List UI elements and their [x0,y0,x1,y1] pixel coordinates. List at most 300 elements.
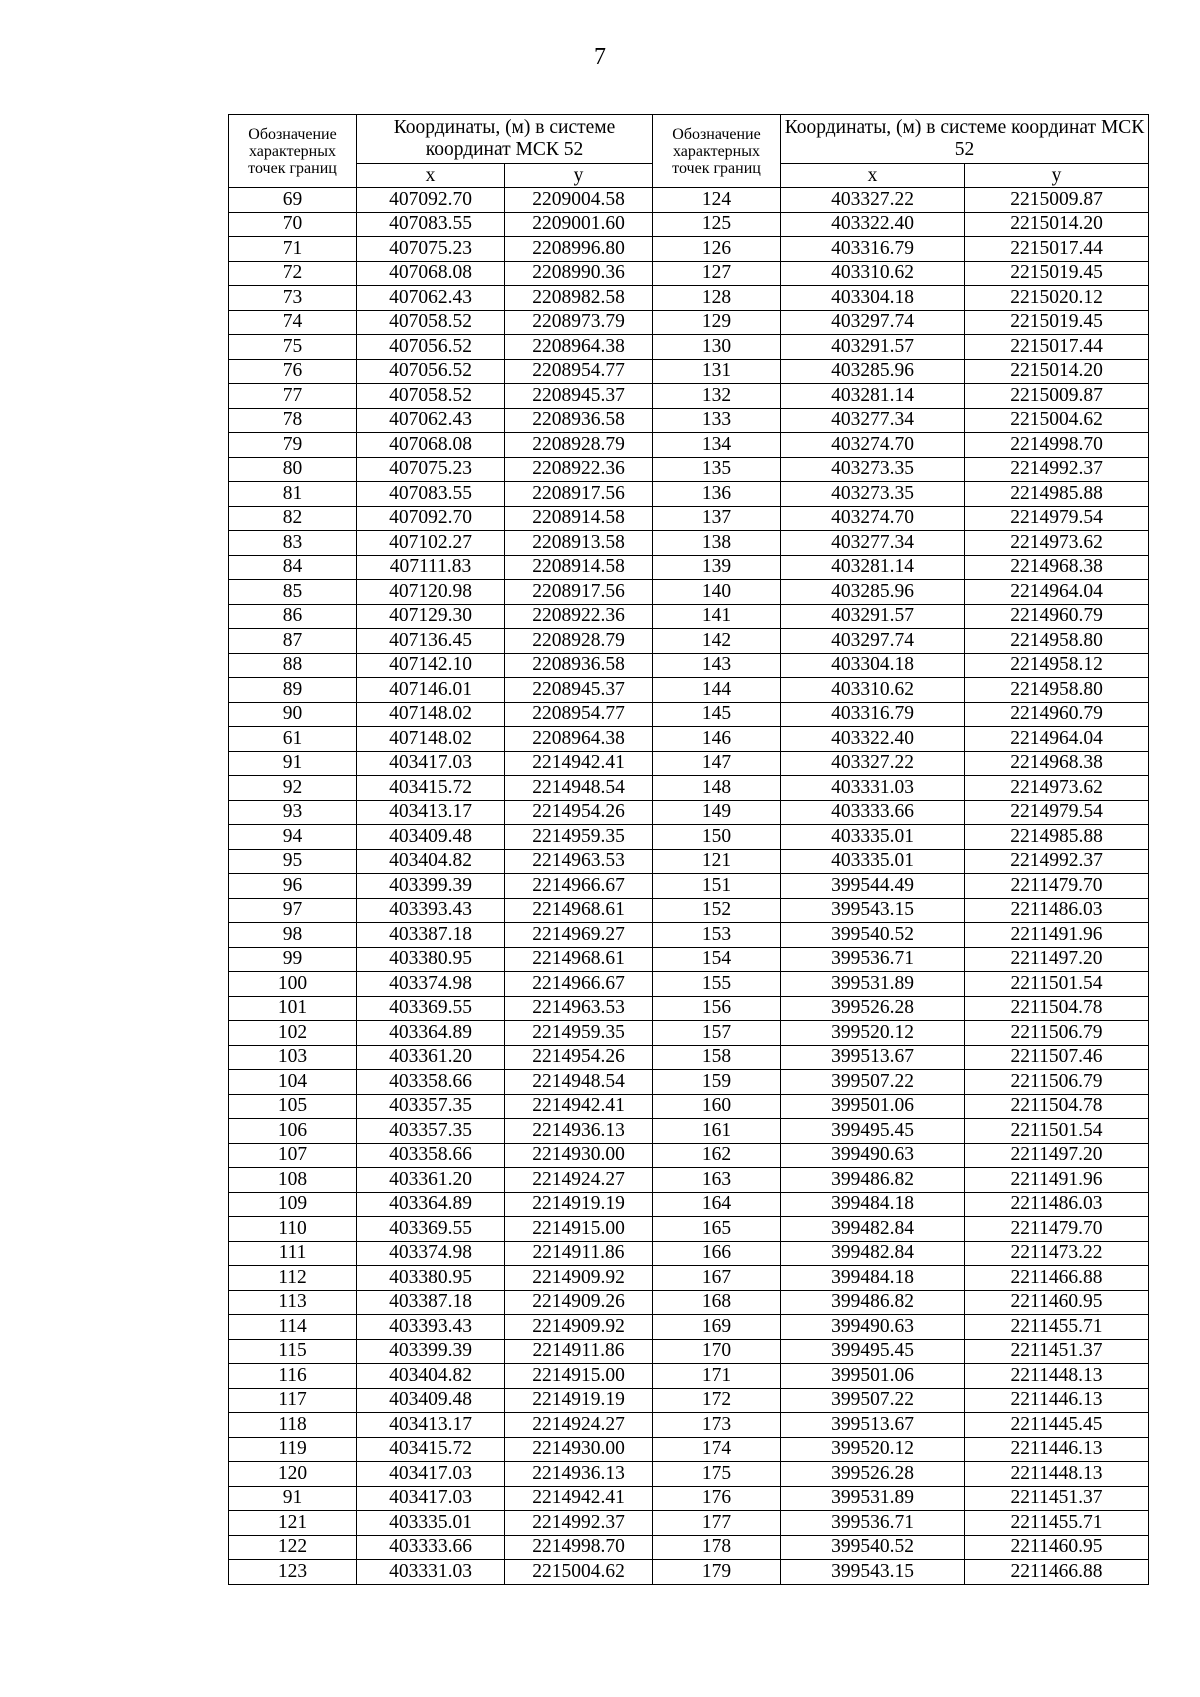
y-left-cell: 2214930.00 [505,1437,653,1462]
x-left-cell: 407075.23 [357,237,505,262]
point-id-right-cell: 121 [653,849,781,874]
point-id-left-cell: 117 [229,1388,357,1413]
x-right-cell: 403291.57 [781,335,965,360]
point-id-left-cell: 91 [229,1486,357,1511]
table-row [229,1290,1149,1315]
x-right-cell: 399526.28 [781,1462,965,1487]
x-left-cell: 407146.01 [357,678,505,703]
table-row [229,972,1149,997]
x-left-cell: 403393.43 [357,1315,505,1340]
table-row [229,825,1149,850]
x-right-cell: 403273.35 [781,482,965,507]
table-row [229,384,1149,409]
x-right-cell: 403310.62 [781,261,965,286]
point-id-left-cell: 90 [229,702,357,727]
y-right-cell: 2214973.62 [965,531,1149,556]
y-left-cell: 2214911.86 [505,1339,653,1364]
y-left-cell: 2208990.36 [505,261,653,286]
table-row [229,1241,1149,1266]
table-row [229,923,1149,948]
y-right-cell: 2214964.04 [965,727,1149,752]
x-right-cell: 403327.22 [781,751,965,776]
table-row [229,653,1149,678]
x-left-cell: 403380.95 [357,947,505,972]
y-right-cell: 2211466.88 [965,1266,1149,1291]
y-left-cell: 2208945.37 [505,384,653,409]
point-id-left-cell: 114 [229,1315,357,1340]
x-right-cell: 399482.84 [781,1241,965,1266]
x-left-cell: 403413.17 [357,800,505,825]
y-right-cell: 2215009.87 [965,188,1149,213]
point-id-right-cell: 169 [653,1315,781,1340]
y-right-cell: 2211479.70 [965,1217,1149,1242]
x-right-cell: 403335.01 [781,849,965,874]
y-left-cell: 2214942.41 [505,751,653,776]
x-left-cell: 403404.82 [357,1364,505,1389]
x-right-cell: 399536.71 [781,947,965,972]
point-id-right-cell: 124 [653,188,781,213]
table-row [229,506,1149,531]
x-left-cell: 403357.35 [357,1119,505,1144]
x-left-cell: 403415.72 [357,776,505,801]
y-right-cell: 2211506.79 [965,1021,1149,1046]
point-id-right-cell: 171 [653,1364,781,1389]
table-row [229,188,1149,213]
table-row [229,310,1149,335]
point-id-right-cell: 158 [653,1045,781,1070]
table-row [229,629,1149,654]
table-body [229,188,1149,1585]
table-row [229,1437,1149,1462]
table-row [229,849,1149,874]
coord-group-header-right: Координаты, (м) в системе координат МСК 52 [781,115,1149,164]
x-right-cell: 399501.06 [781,1364,965,1389]
point-id-left-cell: 93 [229,800,357,825]
point-id-left-cell: 76 [229,359,357,384]
point-id-left-cell: 118 [229,1413,357,1438]
table-row [229,800,1149,825]
point-id-right-cell: 167 [653,1266,781,1291]
x-left-cell: 407068.08 [357,261,505,286]
y-left-cell: 2214919.19 [505,1388,653,1413]
point-id-left-cell: 113 [229,1290,357,1315]
point-id-right-cell: 166 [653,1241,781,1266]
y-left-cell: 2214963.53 [505,849,653,874]
point-id-right-cell: 136 [653,482,781,507]
x-left-cell: 407058.52 [357,384,505,409]
y-left-cell: 2208917.56 [505,580,653,605]
y-left-cell: 2214909.92 [505,1315,653,1340]
x-right-cell: 403322.40 [781,727,965,752]
x-right-cell: 399484.18 [781,1192,965,1217]
point-id-left-cell: 94 [229,825,357,850]
y-left-cell: 2214954.26 [505,1045,653,1070]
x-left-cell: 403364.89 [357,1192,505,1217]
x-right-cell: 403310.62 [781,678,965,703]
y-left-cell: 2208914.58 [505,555,653,580]
point-id-right-cell: 134 [653,433,781,458]
point-id-left-cell: 92 [229,776,357,801]
point-id-left-cell: 104 [229,1070,357,1095]
point-id-right-cell: 147 [653,751,781,776]
point-id-right-cell: 145 [653,702,781,727]
y-right-cell: 2214968.38 [965,555,1149,580]
y-right-cell: 2214985.88 [965,482,1149,507]
y-right-cell: 2214979.54 [965,506,1149,531]
point-id-right-cell: 157 [653,1021,781,1046]
x-right-cell: 403316.79 [781,237,965,262]
table-row [229,433,1149,458]
table-row [229,1217,1149,1242]
y-left-cell: 2214915.00 [505,1364,653,1389]
table-row [229,1266,1149,1291]
x-left-cell: 407136.45 [357,629,505,654]
x-left-cell: 403413.17 [357,1413,505,1438]
x-left-cell: 403415.72 [357,1437,505,1462]
point-id-left-cell: 101 [229,996,357,1021]
y-left-cell: 2208945.37 [505,678,653,703]
y-left-cell: 2214963.53 [505,996,653,1021]
y-right-cell: 2211501.54 [965,972,1149,997]
point-id-left-cell: 116 [229,1364,357,1389]
point-id-right-cell: 143 [653,653,781,678]
point-id-left-cell: 69 [229,188,357,213]
x-right-cell: 399513.67 [781,1413,965,1438]
x-left-cell: 403399.39 [357,874,505,899]
point-id-right-cell: 151 [653,874,781,899]
point-id-right-cell: 141 [653,604,781,629]
table-row [229,237,1149,262]
table-row [229,1192,1149,1217]
y-right-cell: 2211501.54 [965,1119,1149,1144]
point-id-left-cell: 99 [229,947,357,972]
point-id-right-cell: 148 [653,776,781,801]
y-right-cell: 2214985.88 [965,825,1149,850]
point-id-left-cell: 111 [229,1241,357,1266]
table-row [229,212,1149,237]
point-id-left-cell: 77 [229,384,357,409]
point-id-left-cell: 82 [229,506,357,531]
point-id-left-cell: 96 [229,874,357,899]
table-row [229,482,1149,507]
point-id-right-cell: 127 [653,261,781,286]
x-right-cell: 399490.63 [781,1315,965,1340]
point-id-left-cell: 98 [229,923,357,948]
point-id-right-cell: 130 [653,335,781,360]
y-right-cell: 2214958.80 [965,678,1149,703]
x-header-left: x [357,164,505,188]
point-label-header-left: Обозначение характерных точек границ [229,115,357,188]
x-left-cell: 403409.48 [357,825,505,850]
x-right-cell: 403304.18 [781,653,965,678]
x-right-cell: 399520.12 [781,1021,965,1046]
x-right-cell: 403297.74 [781,310,965,335]
y-left-cell: 2214924.27 [505,1168,653,1193]
x-left-cell: 403399.39 [357,1339,505,1364]
x-right-cell: 403335.01 [781,825,965,850]
y-right-cell: 2211466.88 [965,1560,1149,1585]
y-right-cell: 2214992.37 [965,457,1149,482]
x-left-cell: 403417.03 [357,1486,505,1511]
x-right-cell: 399490.63 [781,1143,965,1168]
y-left-cell: 2208954.77 [505,702,653,727]
point-id-right-cell: 129 [653,310,781,335]
y-left-cell: 2214930.00 [505,1143,653,1168]
table-row [229,604,1149,629]
y-left-cell: 2214909.92 [505,1266,653,1291]
point-id-right-cell: 174 [653,1437,781,1462]
x-left-cell: 407102.27 [357,531,505,556]
y-right-cell: 2211507.46 [965,1045,1149,1070]
point-id-left-cell: 71 [229,237,357,262]
y-right-cell: 2215009.87 [965,384,1149,409]
table-row [229,555,1149,580]
x-left-cell: 407056.52 [357,359,505,384]
point-id-right-cell: 173 [653,1413,781,1438]
x-left-cell: 407075.23 [357,457,505,482]
x-right-cell: 403273.35 [781,457,965,482]
y-left-cell: 2208936.58 [505,408,653,433]
point-id-right-cell: 162 [653,1143,781,1168]
table-row [229,286,1149,311]
point-id-left-cell: 119 [229,1437,357,1462]
x-left-cell: 403369.55 [357,996,505,1021]
point-id-left-cell: 102 [229,1021,357,1046]
point-id-right-cell: 150 [653,825,781,850]
x-right-cell: 399520.12 [781,1437,965,1462]
point-id-right-cell: 137 [653,506,781,531]
table-row [229,874,1149,899]
point-id-right-cell: 175 [653,1462,781,1487]
y-right-cell: 2215019.45 [965,310,1149,335]
y-right-cell: 2211446.13 [965,1388,1149,1413]
table-row [229,1560,1149,1585]
y-right-cell: 2211504.78 [965,1094,1149,1119]
point-id-left-cell: 72 [229,261,357,286]
point-id-left-cell: 100 [229,972,357,997]
x-right-cell: 403322.40 [781,212,965,237]
point-label-header-right: Обозначение характерных точек границ [653,115,781,188]
point-id-left-cell: 70 [229,212,357,237]
point-id-left-cell: 75 [229,335,357,360]
point-id-right-cell: 155 [653,972,781,997]
y-header-left: y [505,164,653,188]
x-right-cell: 403333.66 [781,800,965,825]
y-left-cell: 2208954.77 [505,359,653,384]
x-right-cell: 403274.70 [781,433,965,458]
point-id-left-cell: 107 [229,1143,357,1168]
y-left-cell: 2214915.00 [505,1217,653,1242]
point-id-left-cell: 80 [229,457,357,482]
point-id-right-cell: 138 [653,531,781,556]
y-right-cell: 2211506.79 [965,1070,1149,1095]
table-row [229,1070,1149,1095]
point-id-left-cell: 81 [229,482,357,507]
y-left-cell: 2214968.61 [505,898,653,923]
x-left-cell: 403417.03 [357,751,505,776]
x-left-cell: 407129.30 [357,604,505,629]
table-row [229,580,1149,605]
point-id-left-cell: 122 [229,1535,357,1560]
table-row [229,1168,1149,1193]
x-left-cell: 403417.03 [357,1462,505,1487]
point-id-right-cell: 131 [653,359,781,384]
y-left-cell: 2214919.19 [505,1192,653,1217]
y-left-cell: 2214936.13 [505,1462,653,1487]
y-right-cell: 2211504.78 [965,996,1149,1021]
y-right-cell: 2215017.44 [965,237,1149,262]
table-row [229,1486,1149,1511]
x-right-cell: 403285.96 [781,580,965,605]
table-row [229,1094,1149,1119]
x-left-cell: 407092.70 [357,506,505,531]
point-id-right-cell: 139 [653,555,781,580]
table-row [229,1535,1149,1560]
y-left-cell: 2208928.79 [505,433,653,458]
y-left-cell: 2208922.36 [505,457,653,482]
x-left-cell: 403369.55 [357,1217,505,1242]
x-right-cell: 399484.18 [781,1266,965,1291]
y-right-cell: 2214973.62 [965,776,1149,801]
table-row [229,1315,1149,1340]
point-id-right-cell: 159 [653,1070,781,1095]
x-right-cell: 399501.06 [781,1094,965,1119]
x-right-cell: 399482.84 [781,1217,965,1242]
x-left-cell: 407092.70 [357,188,505,213]
y-right-cell: 2215019.45 [965,261,1149,286]
x-left-cell: 403404.82 [357,849,505,874]
x-right-cell: 403274.70 [781,506,965,531]
point-id-left-cell: 88 [229,653,357,678]
x-right-cell: 403331.03 [781,776,965,801]
point-id-right-cell: 170 [653,1339,781,1364]
x-right-cell: 399536.71 [781,1511,965,1536]
x-right-cell: 399544.49 [781,874,965,899]
table-row [229,1119,1149,1144]
point-id-right-cell: 178 [653,1535,781,1560]
y-right-cell: 2214979.54 [965,800,1149,825]
x-right-cell: 403291.57 [781,604,965,629]
point-id-right-cell: 164 [653,1192,781,1217]
table-row [229,531,1149,556]
table-row [229,408,1149,433]
point-id-right-cell: 144 [653,678,781,703]
y-left-cell: 2214959.35 [505,1021,653,1046]
point-id-right-cell: 161 [653,1119,781,1144]
y-right-cell: 2214968.38 [965,751,1149,776]
x-right-cell: 399495.45 [781,1119,965,1144]
y-right-cell: 2211473.22 [965,1241,1149,1266]
y-left-cell: 2214942.41 [505,1486,653,1511]
x-right-cell: 403277.34 [781,408,965,433]
y-right-cell: 2211451.37 [965,1339,1149,1364]
x-right-cell: 403281.14 [781,384,965,409]
point-id-right-cell: 154 [653,947,781,972]
y-right-cell: 2211479.70 [965,874,1149,899]
y-left-cell: 2215004.62 [505,1560,653,1585]
table-row [229,1413,1149,1438]
x-right-cell: 403327.22 [781,188,965,213]
x-left-cell: 403387.18 [357,923,505,948]
x-right-cell: 399531.89 [781,972,965,997]
x-left-cell: 403333.66 [357,1535,505,1560]
y-left-cell: 2214966.67 [505,874,653,899]
y-left-cell: 2208996.80 [505,237,653,262]
table-row [229,727,1149,752]
table-row [229,1364,1149,1389]
y-left-cell: 2214909.26 [505,1290,653,1315]
y-right-cell: 2211460.95 [965,1290,1149,1315]
y-right-cell: 2211445.45 [965,1413,1149,1438]
table-row [229,261,1149,286]
x-right-cell: 399486.82 [781,1290,965,1315]
point-id-left-cell: 91 [229,751,357,776]
x-left-cell: 403331.03 [357,1560,505,1585]
y-left-cell: 2214969.27 [505,923,653,948]
x-left-cell: 407148.02 [357,727,505,752]
x-left-cell: 407111.83 [357,555,505,580]
y-right-cell: 2211497.20 [965,947,1149,972]
y-left-cell: 2208982.58 [505,286,653,311]
point-id-right-cell: 160 [653,1094,781,1119]
table-row [229,947,1149,972]
point-id-right-cell: 172 [653,1388,781,1413]
x-left-cell: 403374.98 [357,1241,505,1266]
y-left-cell: 2214992.37 [505,1511,653,1536]
x-left-cell: 407068.08 [357,433,505,458]
y-left-cell: 2209004.58 [505,188,653,213]
x-left-cell: 403335.01 [357,1511,505,1536]
point-id-left-cell: 87 [229,629,357,654]
x-left-cell: 407142.10 [357,653,505,678]
y-left-cell: 2208964.38 [505,727,653,752]
x-left-cell: 403361.20 [357,1168,505,1193]
table-row [229,776,1149,801]
y-right-cell: 2211486.03 [965,1192,1149,1217]
point-id-right-cell: 149 [653,800,781,825]
x-left-cell: 407083.55 [357,482,505,507]
y-left-cell: 2208928.79 [505,629,653,654]
y-right-cell: 2211460.95 [965,1535,1149,1560]
table-row [229,457,1149,482]
point-id-left-cell: 78 [229,408,357,433]
point-id-left-cell: 120 [229,1462,357,1487]
point-id-left-cell: 110 [229,1217,357,1242]
x-left-cell: 407083.55 [357,212,505,237]
coordinates-table [228,114,1149,1585]
x-left-cell: 403380.95 [357,1266,505,1291]
table-row [229,359,1149,384]
x-right-cell: 399531.89 [781,1486,965,1511]
point-id-left-cell: 123 [229,1560,357,1585]
point-id-left-cell: 115 [229,1339,357,1364]
y-left-cell: 2214966.67 [505,972,653,997]
table-row [229,1339,1149,1364]
table-row [229,1511,1149,1536]
x-left-cell: 407062.43 [357,286,505,311]
point-id-left-cell: 83 [229,531,357,556]
y-right-cell: 2215020.12 [965,286,1149,311]
x-left-cell: 407058.52 [357,310,505,335]
point-id-left-cell: 105 [229,1094,357,1119]
y-right-cell: 2215004.62 [965,408,1149,433]
y-left-cell: 2214959.35 [505,825,653,850]
x-right-cell: 399543.15 [781,1560,965,1585]
y-right-cell: 2214960.79 [965,702,1149,727]
x-right-cell: 403297.74 [781,629,965,654]
y-right-cell: 2211455.71 [965,1511,1149,1536]
x-left-cell: 407062.43 [357,408,505,433]
